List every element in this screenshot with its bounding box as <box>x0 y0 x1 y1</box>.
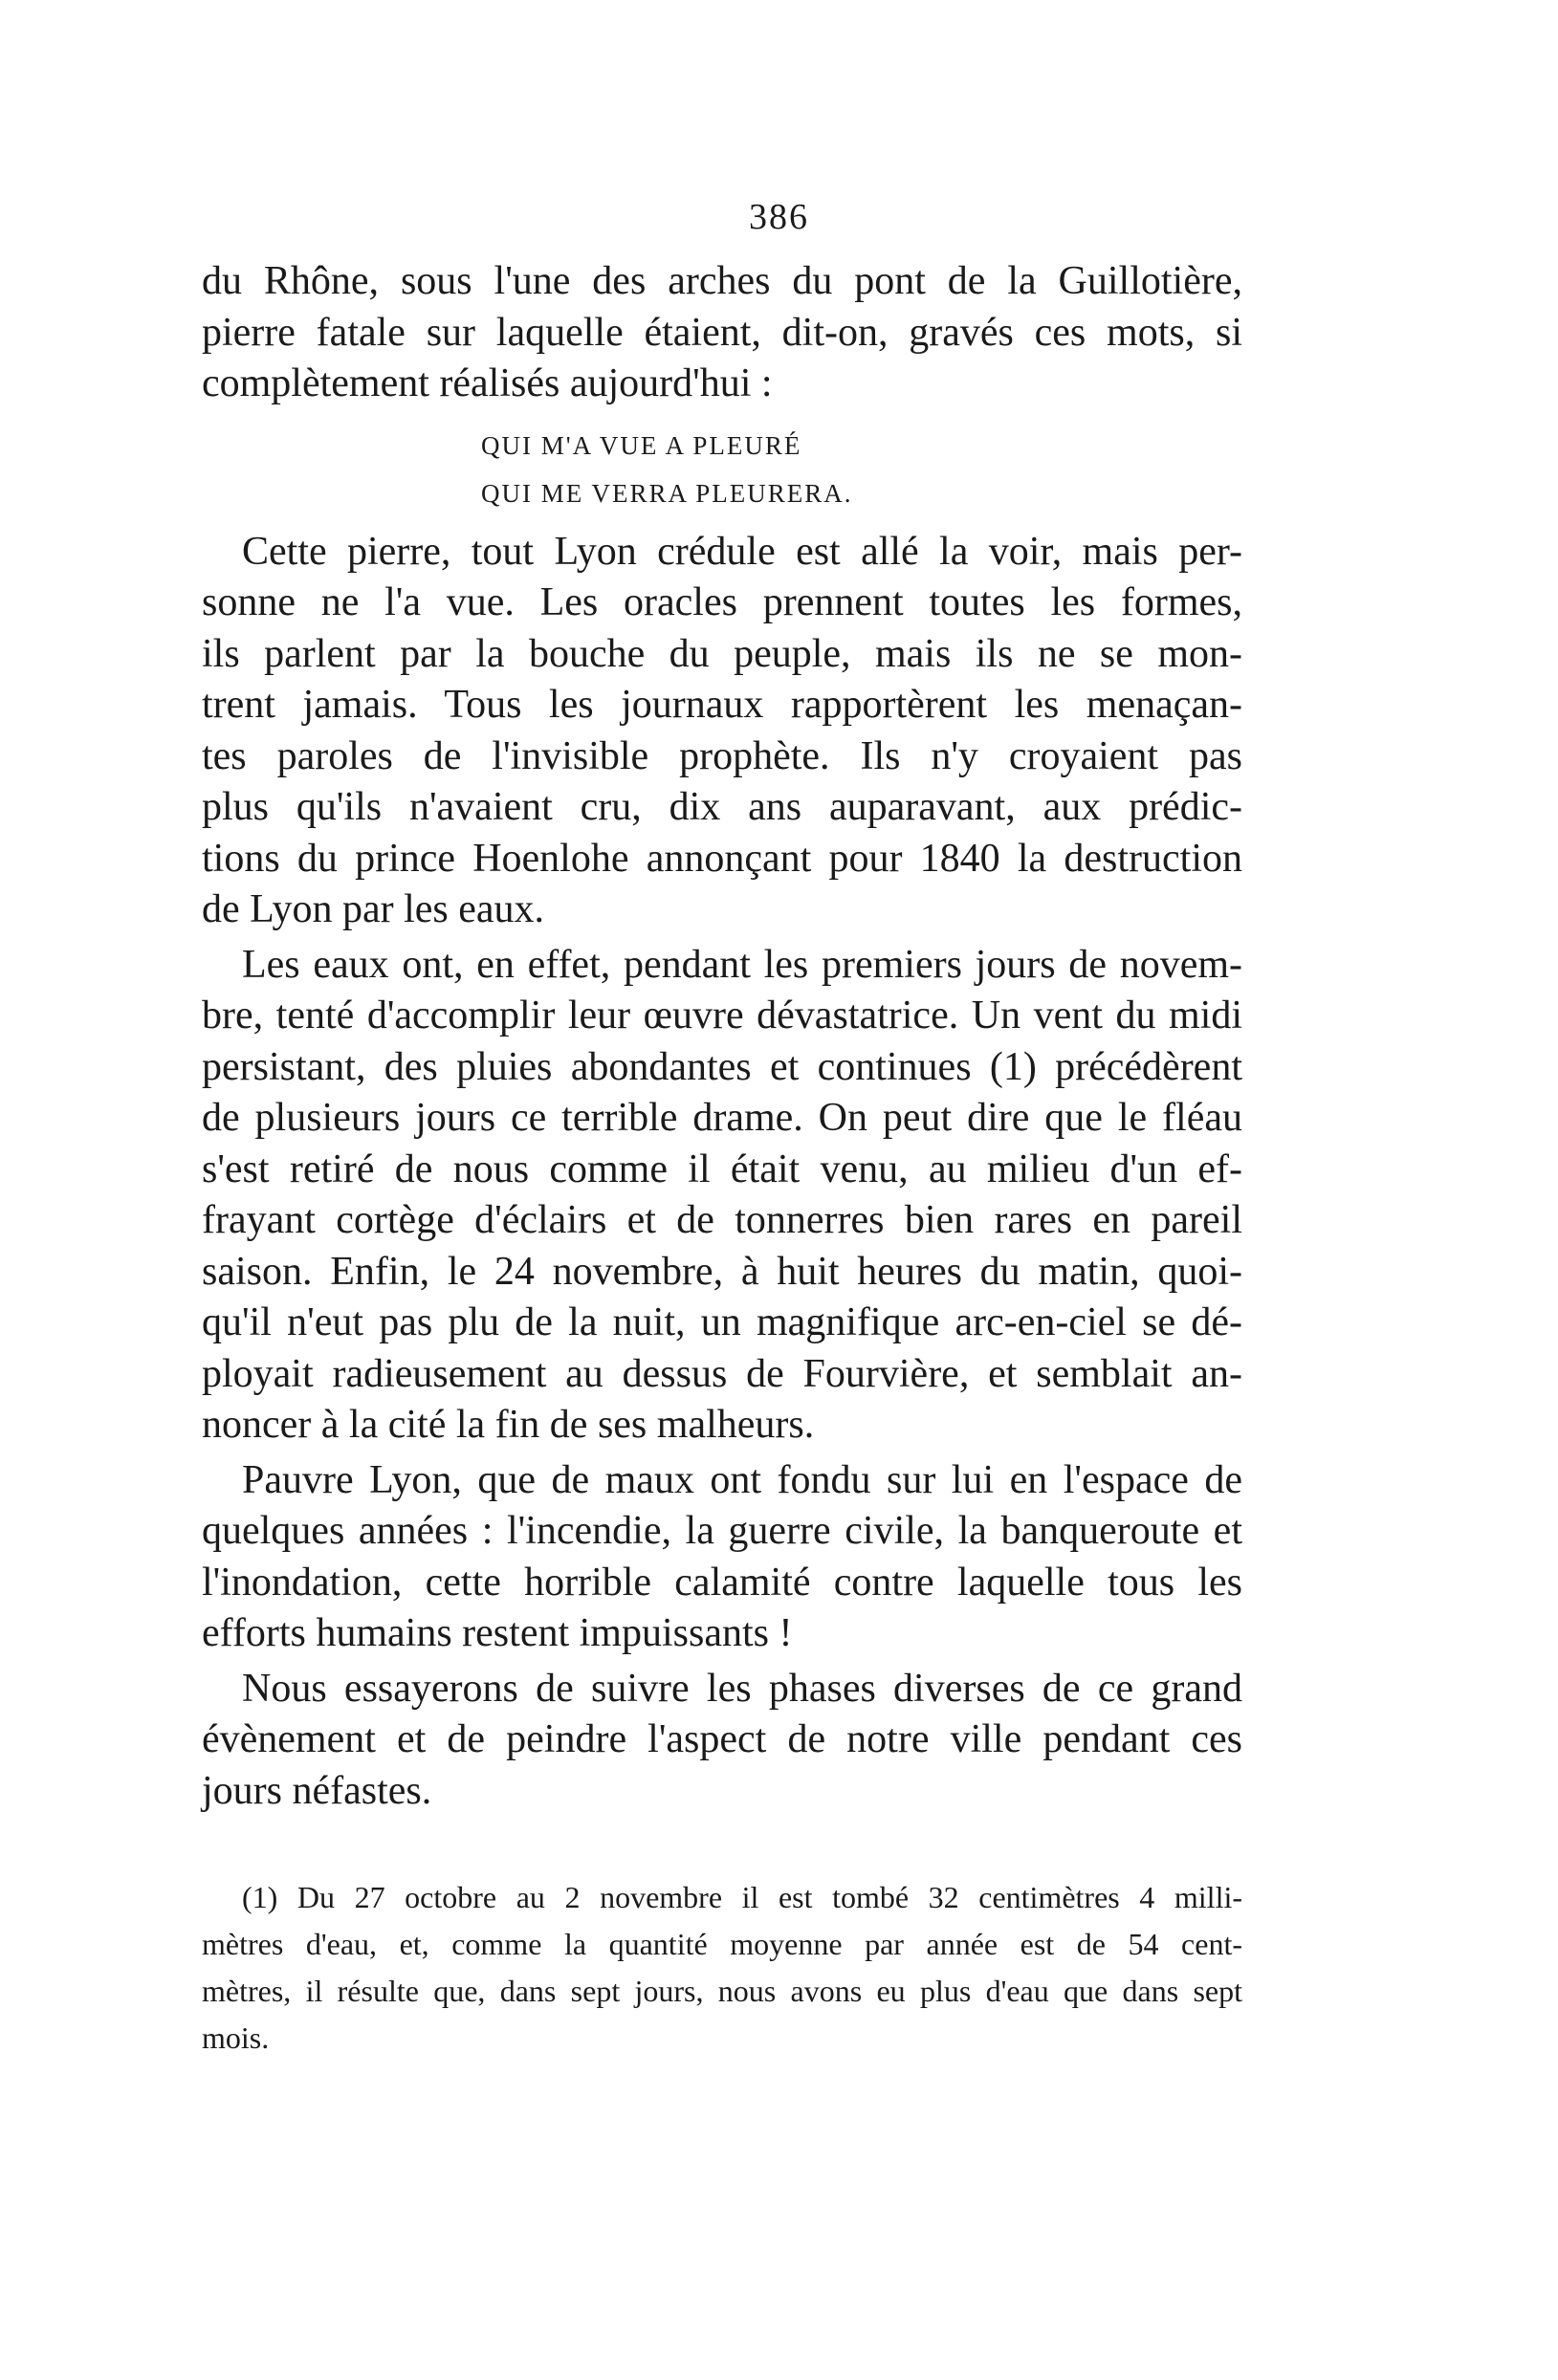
text-line: Pauvre Lyon, que de maux ont fondu sur lui en l'espace de <box>242 1457 1242 1502</box>
text-line: tes paroles de l'invisible prophète. Ils n'y croyaient pas <box>202 733 1242 778</box>
paragraph-4 <box>202 1664 1242 1818</box>
text-line: efforts humains restent impuissants ! <box>202 1611 793 1655</box>
page-number: 386 <box>749 197 809 237</box>
text-line: du Rhône, sous l'une des arches du pont de la Guillotière, <box>202 259 1242 303</box>
text-line: saison. Enfin, le 24 novembre, à huit heures du matin, quoi- <box>202 1249 1242 1294</box>
quote-line: QUI M'A VUE A PLEURÉ <box>481 430 802 460</box>
text-line: s'est retiré de nous comme il était venu, au milieu d'un ef- <box>202 1146 1242 1191</box>
footnote <box>202 1874 1242 2062</box>
text-line: bre, tenté d'accomplir leur œuvre dévastatrice. Un vent du midi <box>202 993 1242 1037</box>
text-line: jours néfastes. <box>202 1768 432 1813</box>
footnote-line: mois. <box>202 2020 270 2055</box>
text-line: qu'il n'eut pas plu de la nuit, un magnifique arc-en-ciel se dé- <box>202 1300 1242 1344</box>
text-line: sonne ne l'a vue. Les oracles prennent toutes les formes, <box>202 580 1242 624</box>
text-line: Nous essayerons de suivre les phases diverses de ce grand <box>242 1666 1242 1711</box>
text-line: ployait radieusement au dessus de Fourvière, et semblait an- <box>202 1351 1242 1396</box>
paragraph-3 <box>202 1455 1242 1660</box>
text-line: l'inondation, cette horrible calamité contre laquelle tous les <box>202 1560 1242 1605</box>
text-line: ils parlent par la bouche du peuple, mais ils ne se mon- <box>202 631 1242 676</box>
text-line: pierre fatale sur laquelle étaient, dit-on, gravés ces mots, si <box>202 310 1242 355</box>
footnote-line: mètres, il résulte que, dans sept jours, nous avons eu plus d'eau que dans sept <box>202 1974 1242 2008</box>
footnote-line: (1) Du 27 octobre au 2 novembre il est tombé 32 centimètres 4 milli- <box>242 1880 1242 1914</box>
text-line: quelques années : l'incendie, la guerre civile, la banqueroute et <box>202 1509 1242 1553</box>
paragraph-1 <box>202 527 1242 936</box>
text-line: trent jamais. Tous les journaux rapportèrent les menaçan- <box>202 683 1242 727</box>
footnote-line: mètres d'eau, et, comme la quantité moyenne par année est de 54 cent- <box>202 1927 1242 1961</box>
text-line: plus qu'ils n'avaient cru, dix ans auparavant, aux prédic- <box>202 785 1242 829</box>
quote-line: QUI ME VERRA PLEURERA. <box>481 478 853 508</box>
text-line: frayant cortège d'éclairs et de tonnerres bien rares en pareil <box>202 1198 1242 1242</box>
inscription-quote <box>202 422 1242 517</box>
text-line: persistant, des pluies abondantes et continues (1) précédèrent <box>202 1044 1242 1089</box>
main-text <box>202 256 1242 1817</box>
text-line: Cette pierre, tout Lyon crédule est allé la voir, mais per- <box>242 529 1242 574</box>
text-line: Les eaux ont, en effet, pendant les premiers jours de novem- <box>242 942 1242 987</box>
text-line: tions du prince Hoenlohe annonçant pour 1840 la destruction <box>202 836 1242 881</box>
text-line: de plusieurs jours ce terrible drame. On peut dire que le fléau <box>202 1096 1242 1140</box>
paragraph-2 <box>202 940 1242 1452</box>
text-line: de Lyon par les eaux. <box>202 887 545 931</box>
text-line: noncer à la cité la fin de ses malheurs. <box>202 1403 815 1447</box>
text-line: complètement réalisés aujourd'hui : <box>202 361 773 405</box>
text-line: évènement et de peindre l'aspect de notre ville pendant ces <box>202 1717 1242 1761</box>
